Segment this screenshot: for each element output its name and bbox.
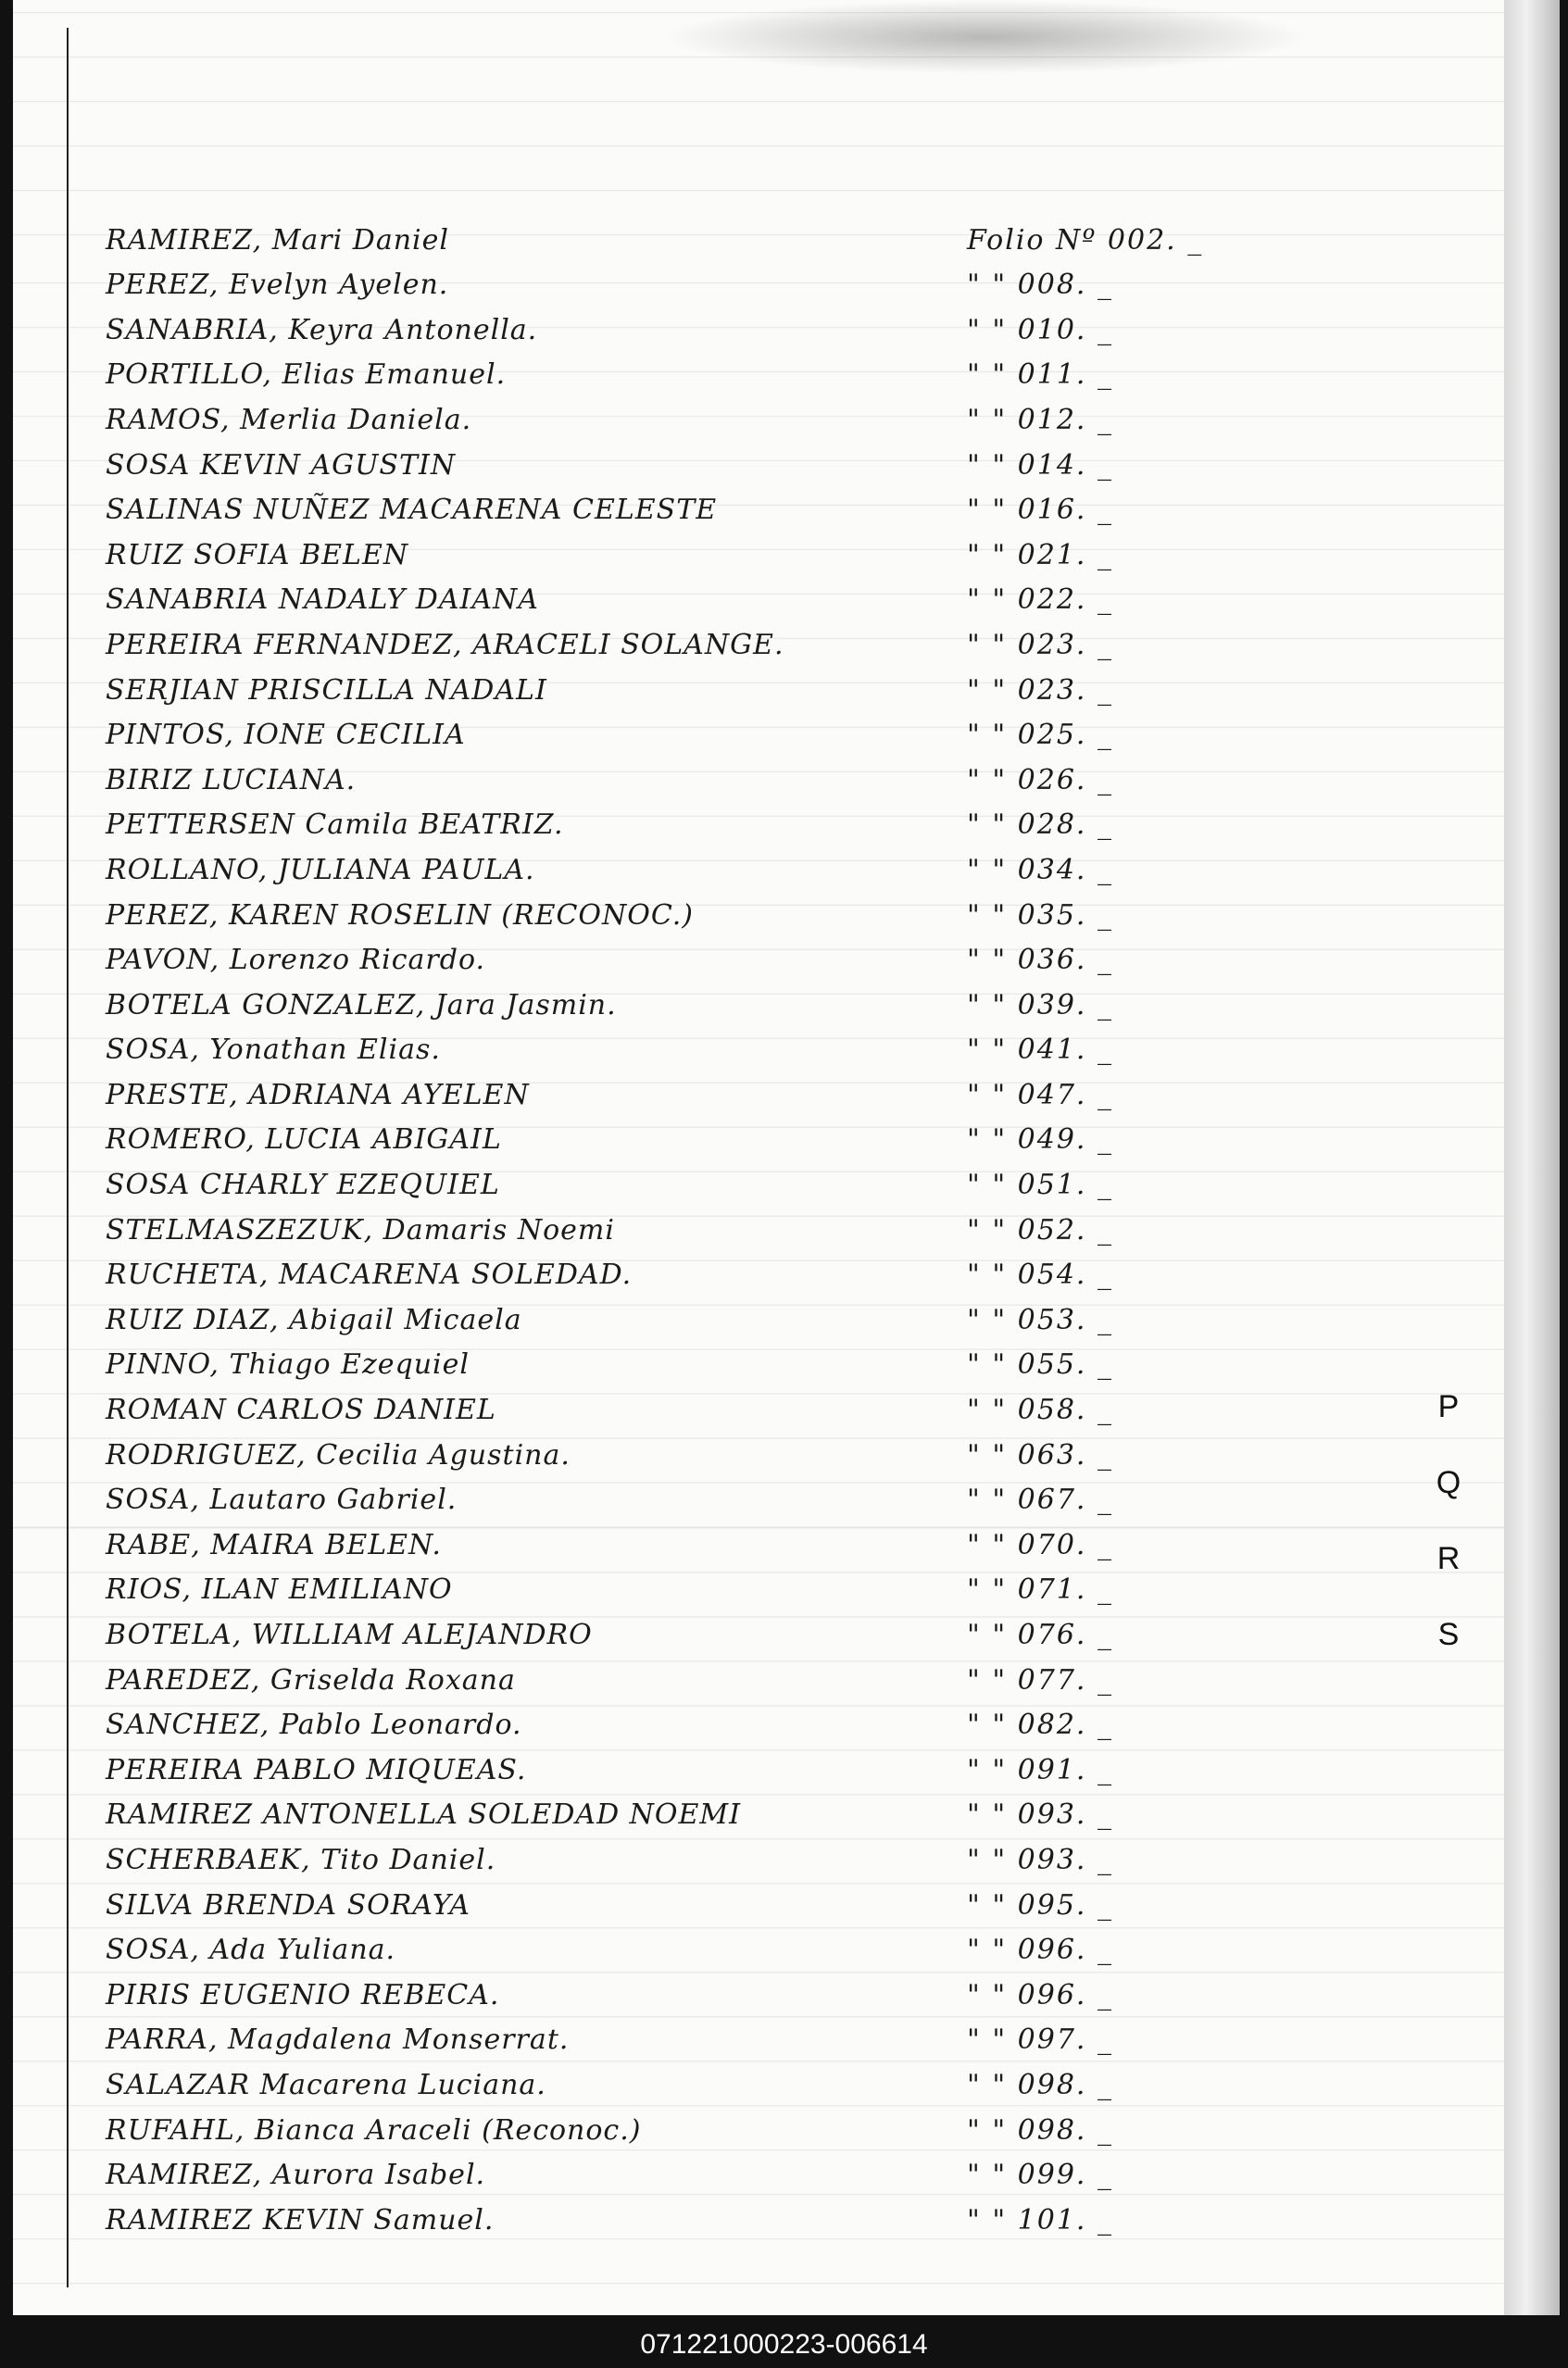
entry-folio: " " 025. _ [967, 719, 1114, 752]
entry-folio: " " 093. _ [967, 1798, 1114, 1832]
entry-folio: " " 022. _ [967, 583, 1114, 617]
list-item [87, 1295, 1402, 1340]
entry-name: PEREIRA PABLO MIQUEAS. [106, 1753, 527, 1786]
entry-folio: " " 054. _ [967, 1259, 1114, 1292]
entry-name: SOSA, Ada Yuliana. [106, 1934, 396, 1967]
list-item [87, 1610, 1402, 1655]
entry-folio: " " 096. _ [967, 1978, 1114, 2011]
entry-folio: " " 091. _ [967, 1753, 1114, 1786]
entry-folio: " " 039. _ [967, 988, 1114, 1021]
entry-name: SILVA BRENDA SORAYA [106, 1888, 470, 1922]
list-item [87, 1745, 1402, 1790]
index-letter: P [1437, 1389, 1460, 1424]
entry-folio: " " 052. _ [967, 1213, 1114, 1247]
list-item [87, 1384, 1402, 1430]
entry-folio: " " 063. _ [967, 1438, 1114, 1472]
entry-name: SOSA, Lautaro Gabriel. [106, 1484, 458, 1517]
entry-name: BOTELA GONZALEZ, Jara Jasmin. [106, 988, 617, 1021]
list-item [87, 935, 1402, 981]
entry-name: RUCHETA, MACARENA SOLEDAD. [106, 1259, 633, 1292]
list-item [87, 1880, 1402, 1925]
entry-folio: " " 076. _ [967, 1619, 1114, 1651]
entry-name: SOSA CHARLY EZEQUIEL [106, 1169, 500, 1202]
entry-name: PEREZ, KAREN ROSELIN (RECONOC.) [106, 898, 694, 932]
entry-folio: " " 097. _ [967, 2023, 1114, 2057]
list-item [87, 890, 1402, 935]
list-item [87, 575, 1402, 620]
list-item [87, 2015, 1402, 2061]
entry-name: RAMIREZ KEVIN Samuel. [106, 2203, 495, 2236]
entry-folio: " " 021. _ [967, 538, 1114, 571]
list-item [87, 395, 1402, 440]
entry-folio: " " 011. _ [967, 358, 1114, 392]
entry-list [87, 215, 1402, 2240]
entry-name: SCHERBAEK, Tito Daniel. [106, 1843, 496, 1876]
list-item [87, 1070, 1402, 1115]
list-item [87, 1700, 1402, 1746]
list-item [87, 1835, 1402, 1880]
list-item [87, 440, 1402, 485]
entry-folio: " " 036. _ [967, 944, 1114, 977]
entry-folio: " " 053. _ [967, 1303, 1114, 1336]
list-item [87, 350, 1402, 395]
entry-name: RAMOS, Merlia Daniela. [106, 403, 472, 436]
entry-folio: " " 023. _ [967, 628, 1114, 661]
list-item [87, 1115, 1402, 1160]
entry-folio: " " 028. _ [967, 808, 1114, 842]
entry-folio: " " 095. _ [967, 1888, 1114, 1922]
entry-name: SOSA KEVIN AGUSTIN [106, 448, 457, 482]
entry-name: RAMIREZ ANTONELLA SOLEDAD NOEMI [106, 1798, 741, 1832]
entry-name: PAVON, Lorenzo Ricardo. [106, 944, 486, 977]
entry-folio: " " 016. _ [967, 494, 1114, 527]
index-letter: Q [1436, 1465, 1461, 1500]
entry-folio: " " 023. _ [967, 673, 1114, 707]
entry-folio: " " 035. _ [967, 898, 1114, 932]
list-item [87, 665, 1402, 710]
list-item [87, 1520, 1402, 1565]
list-item [87, 1250, 1402, 1296]
entry-name: RODRIGUEZ, Cecilia Agustina. [106, 1438, 571, 1472]
list-item [87, 2150, 1402, 2196]
entry-name: ROLLANO, JULIANA PAULA. [106, 853, 535, 886]
document-code: 071221000223-006614 [640, 2329, 928, 2360]
list-item [87, 800, 1402, 846]
entry-name: PINTOS, IONE CECILIA [106, 719, 466, 752]
entry-name: RUFAHL, Bianca Araceli (Reconoc.) [106, 2113, 642, 2147]
entry-folio: " " 099. _ [967, 2159, 1114, 2192]
list-item [87, 755, 1402, 800]
list-item [87, 2195, 1402, 2240]
entry-name: ROMERO, LUCIA ABIGAIL [106, 1123, 502, 1157]
entry-name: PARRA, Magdalena Monserrat. [106, 2023, 570, 2057]
list-item [87, 1790, 1402, 1836]
entry-name: PIRIS EUGENIO REBECA. [106, 1978, 500, 2011]
page-edge [1504, 0, 1560, 2315]
entry-folio: " " 051. _ [967, 1169, 1114, 1202]
entry-folio: " " 096. _ [967, 1934, 1114, 1967]
entry-folio: " " 049. _ [967, 1123, 1114, 1157]
list-item [87, 1025, 1402, 1071]
entry-name: PEREIRA FERNANDEZ, ARACELI SOLANGE. [106, 628, 784, 661]
entry-name: PINNO, Thiago Ezequiel [106, 1348, 470, 1382]
entry-name: RAMIREZ, Aurora Isabel. [106, 2159, 486, 2192]
entry-folio: " " 047. _ [967, 1078, 1114, 1111]
list-item [87, 1205, 1402, 1250]
list-item [87, 1159, 1402, 1205]
entry-folio: " " 034. _ [967, 853, 1114, 886]
list-item [87, 845, 1402, 890]
list-item [87, 1970, 1402, 2015]
entry-name: PRESTE, ADRIANA AYELEN [106, 1078, 530, 1111]
list-item [87, 485, 1402, 531]
entry-folio: " " 071. _ [967, 1573, 1114, 1607]
entry-name: RUIZ DIAZ, Abigail Micaela [106, 1303, 522, 1336]
list-item [87, 260, 1402, 306]
entry-folio: " " 067. _ [967, 1484, 1114, 1517]
list-item [87, 1655, 1402, 1700]
entry-name: SOSA, Yonathan Elias. [106, 1034, 441, 1067]
entry-folio: " " 098. _ [967, 2113, 1114, 2147]
entry-name: PETTERSEN Camila BEATRIZ. [106, 808, 564, 842]
list-item [87, 1925, 1402, 1971]
entry-name: SANCHEZ, Pablo Leonardo. [106, 1709, 522, 1742]
index-letters [1421, 1389, 1476, 1693]
entry-name: SALAZAR Macarena Luciana. [106, 2068, 546, 2101]
entry-folio: Folio Nº 002. _ [967, 223, 1204, 257]
list-item [87, 2060, 1402, 2105]
list-item [87, 980, 1402, 1025]
list-item [87, 530, 1402, 575]
entry-folio: " " 041. _ [967, 1034, 1114, 1067]
list-item [87, 215, 1402, 260]
entry-name: STELMASZEZUK, Damaris Noemi [106, 1213, 615, 1247]
list-item [87, 710, 1402, 756]
entry-folio: " " 012. _ [967, 403, 1114, 436]
entry-folio: " " 008. _ [967, 269, 1114, 302]
entry-folio: " " 026. _ [967, 763, 1114, 796]
page-shadow [661, 0, 1310, 74]
entry-folio: " " 082. _ [967, 1709, 1114, 1742]
list-item [87, 1430, 1402, 1475]
list-item [87, 1475, 1402, 1521]
entry-name: SERJIAN PRISCILLA NADALI [106, 673, 547, 707]
entry-folio: " " 010. _ [967, 313, 1114, 346]
list-item [87, 1565, 1402, 1610]
entry-folio: " " 014. _ [967, 448, 1114, 482]
entry-name: RIOS, ILAN EMILIANO [106, 1573, 453, 1607]
entry-folio: " " 093. _ [967, 1843, 1114, 1876]
list-item [87, 1340, 1402, 1385]
entry-folio: " " 058. _ [967, 1394, 1114, 1427]
list-item [87, 2105, 1402, 2150]
entry-name: BOTELA, WILLIAM ALEJANDRO [106, 1619, 593, 1651]
entry-folio: " " 101. _ [967, 2203, 1114, 2236]
entry-name: PEREZ, Evelyn Ayelen. [106, 269, 449, 302]
entry-name: RUIZ SOFIA BELEN [106, 538, 409, 571]
entry-name: RAMIREZ, Mari Daniel [106, 223, 449, 257]
list-item [87, 620, 1402, 665]
entry-folio: " " 077. _ [967, 1663, 1114, 1697]
entry-name: RABE, MAIRA BELEN. [106, 1528, 442, 1561]
entry-folio: " " 098. _ [967, 2068, 1114, 2101]
entry-folio: " " 070. _ [967, 1528, 1114, 1561]
margin-line [67, 28, 69, 2287]
entry-folio: " " 055. _ [967, 1348, 1114, 1382]
entry-name: SANABRIA NADALY DAIANA [106, 583, 539, 617]
list-item [87, 305, 1402, 350]
index-letter: R [1436, 1541, 1461, 1576]
ledger-page [13, 0, 1504, 2315]
entry-name: SALINAS NUÑEZ MACARENA CELESTE [106, 494, 718, 527]
entry-name: ROMAN CARLOS DANIEL [106, 1394, 496, 1427]
entry-name: PAREDEZ, Griselda Roxana [106, 1663, 516, 1697]
entry-name: BIRIZ LUCIANA. [106, 763, 357, 796]
index-letter: S [1437, 1617, 1460, 1652]
entry-name: PORTILLO, Elias Emanuel. [106, 358, 507, 392]
entry-name: SANABRIA, Keyra Antonella. [106, 313, 538, 346]
